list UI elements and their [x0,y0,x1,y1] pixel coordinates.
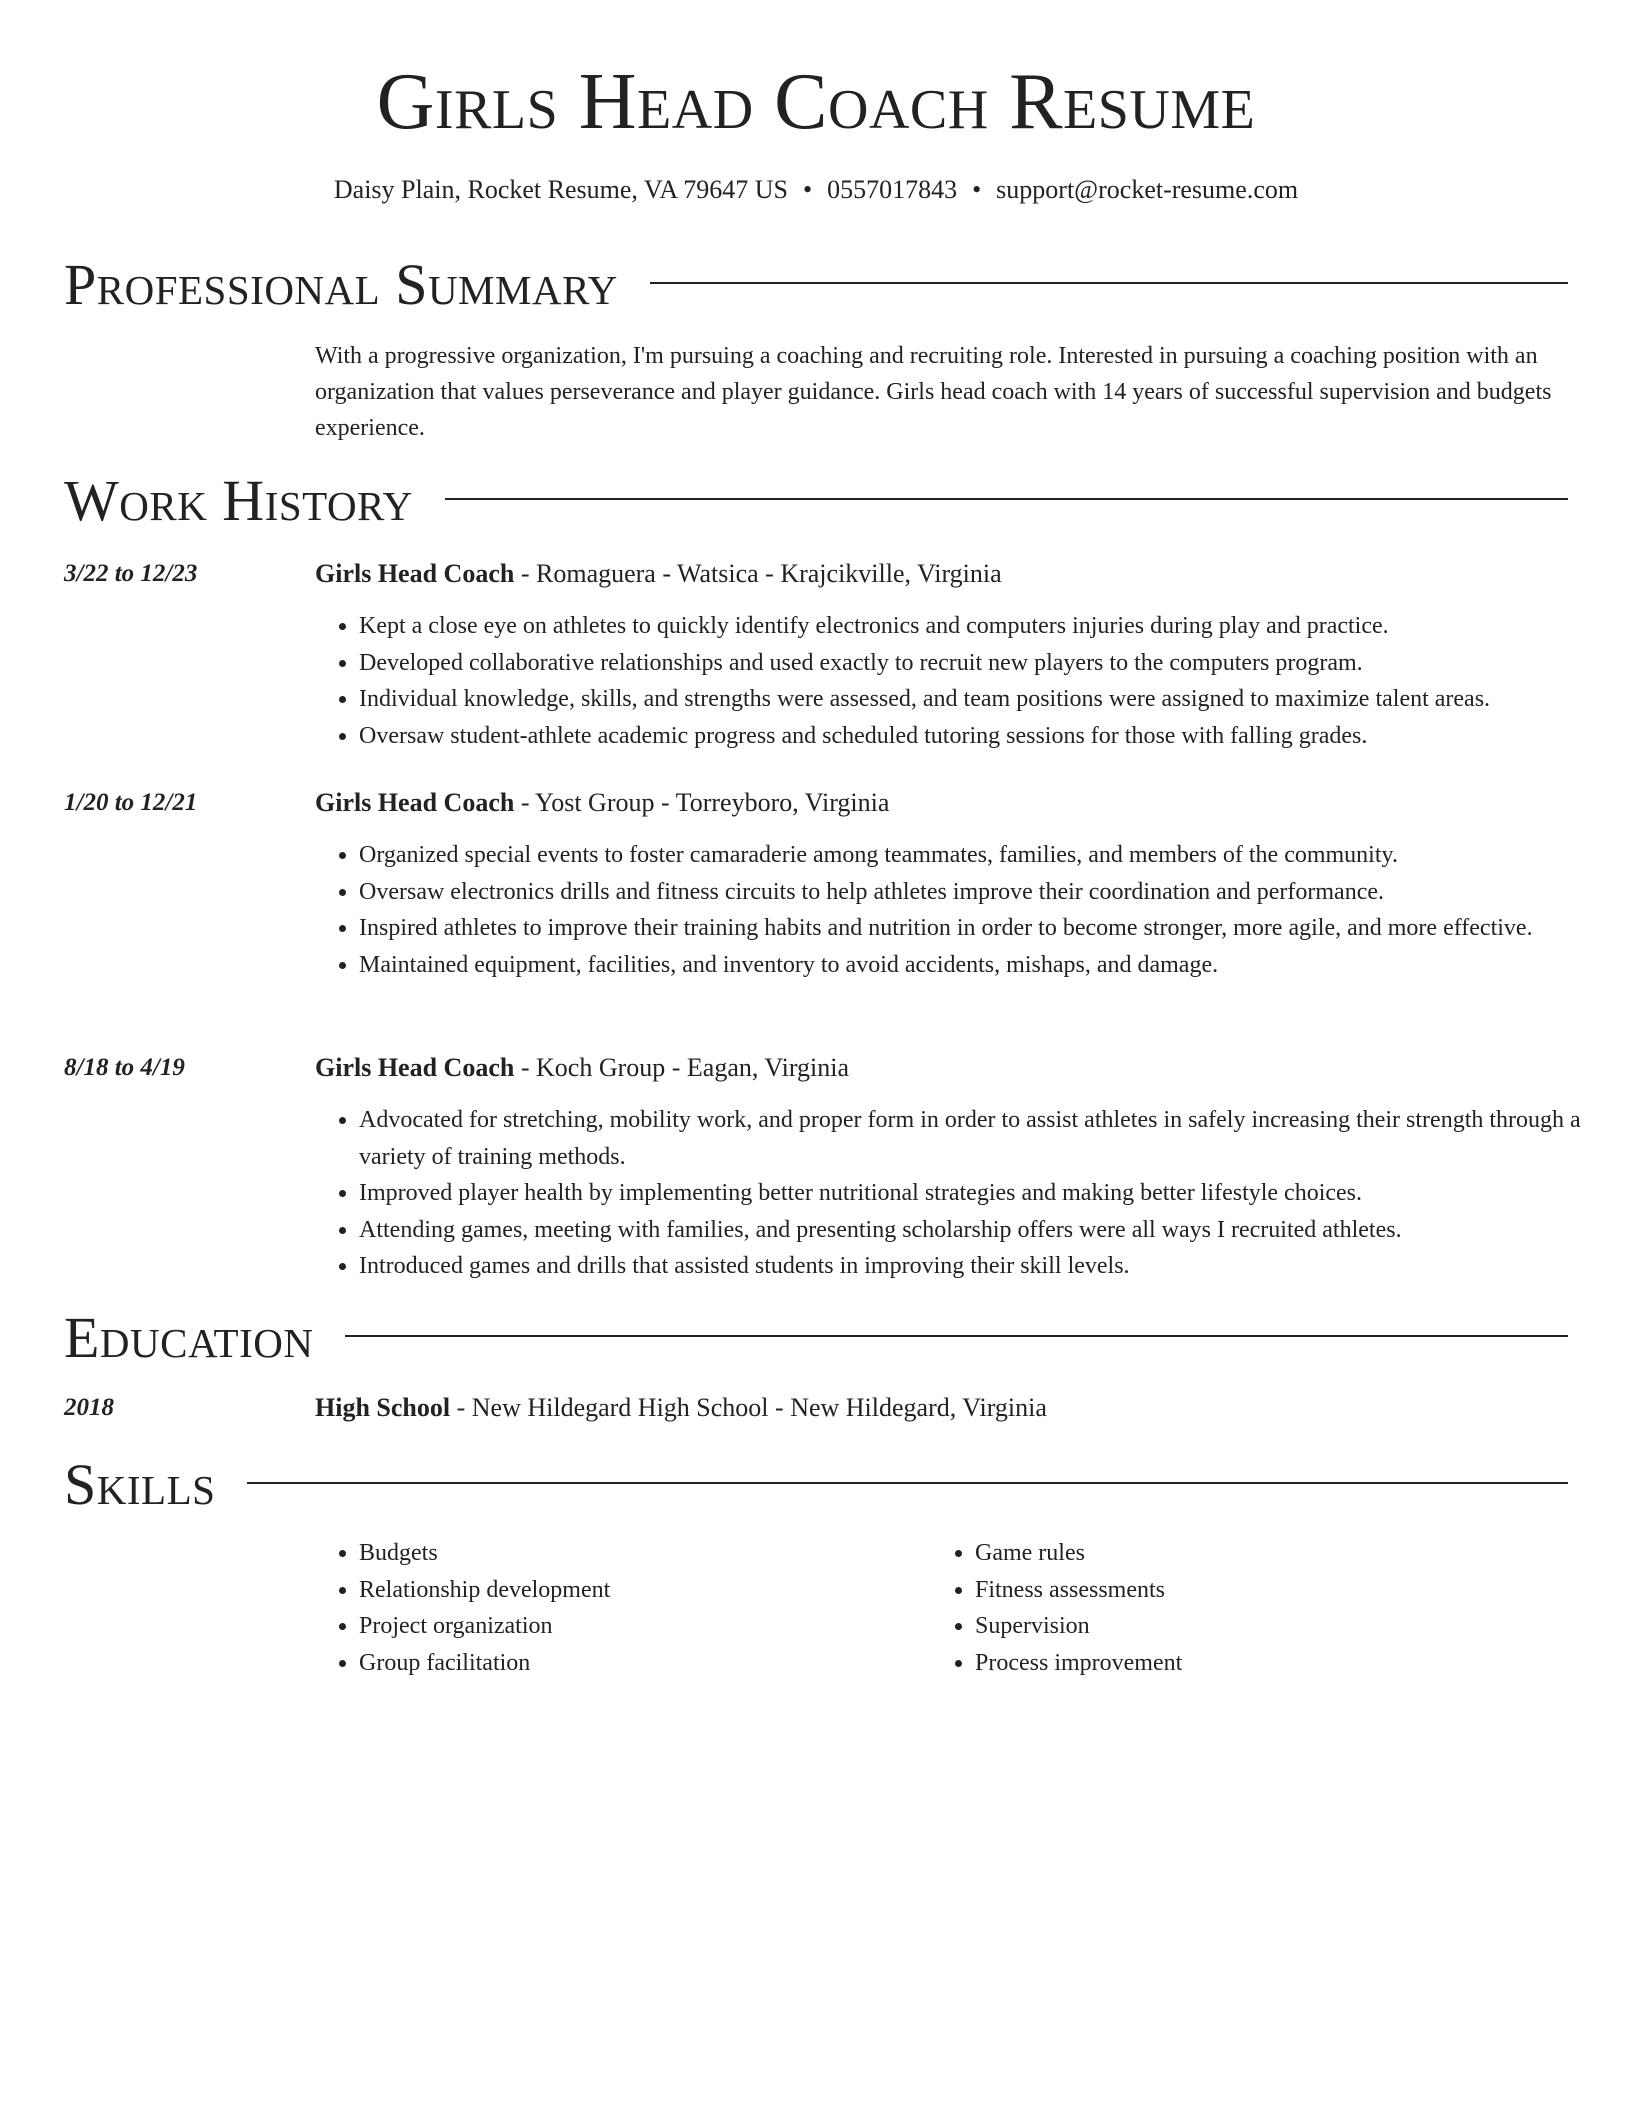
bullet-item: • Introduced games and drills that assisted students in improving their skill levels. [359,1248,1609,1285]
job-heading [315,1050,1565,1086]
section-divider [345,1335,1568,1337]
skills-list-left [315,1535,919,1681]
section-title-work: Work History [64,468,413,533]
skill-item: • Fitness assessments [975,1572,1535,1609]
contact-line [0,172,1632,208]
contact-email: support@rocket-resume.com [996,175,1299,204]
education-year: 2018 [64,1394,114,1421]
section-header-work [64,466,1568,536]
contact-separator: • [802,175,813,204]
bullet-item: • Maintained equipment, facilities, and inventory to avoid accidents, mishaps, and damage. [359,947,1609,984]
skill-item: • Process improvement [975,1645,1535,1682]
section-title-summary: Professional Summary [64,252,618,317]
section-title-skills: Skills [64,1452,216,1517]
bullet-item: • Advocated for stretching, mobility work, and proper form in order to assist athletes in safely increasing their strength through a variety of training methods. [359,1102,1609,1175]
contact-address: Daisy Plain, Rocket Resume, VA 79647 US [333,175,788,204]
bullet-item: • Organized special events to foster camaraderie among teammates, families, and members of the community. [359,837,1609,874]
section-title-education: Education [64,1305,314,1370]
education-heading [315,1390,1565,1426]
skill-item: • Relationship development [359,1572,919,1609]
job-employer: - Romaguera - Watsica - Krajcikville, Virginia [514,559,1002,588]
job-employer: - Yost Group - Torreyboro, Virginia [514,788,890,817]
job-bullets [315,1102,1609,1285]
job-bullets [315,608,1609,754]
job-title: Girls Head Coach [315,559,515,588]
skill-item: • Supervision [975,1608,1535,1645]
contact-separator: • [972,175,982,204]
job-dates: 3/22 to 12/23 [64,560,198,587]
job-title: Girls Head Coach [315,1053,515,1082]
job-dates: 8/18 to 4/19 [64,1054,185,1081]
skills-list-right [931,1535,1535,1681]
bullet-item: • Inspired athletes to improve their training habits and nutrition in order to become stronger, more agile, and more effective. [359,910,1609,947]
bullet-item: • Individual knowledge, skills, and strengths were assessed, and team positions were assigned to maximize talent areas. [359,681,1609,718]
job-bullets [315,837,1609,983]
education-degree: High School [315,1393,451,1422]
bullet-item: • Oversaw electronics drills and fitness circuits to help athletes improve their coordination and performance. [359,874,1609,911]
bullet-item: • Developed collaborative relationships and used exactly to recruit new players to the computers program. [359,645,1609,682]
bullet-item: • Oversaw student-athlete academic progress and scheduled tutoring sessions for those with falling grades. [359,718,1609,755]
section-divider [650,282,1568,284]
job-heading [315,556,1565,592]
section-divider [247,1482,1568,1484]
skill-item: • Group facilitation [359,1645,919,1682]
section-header-summary [64,250,1568,320]
skill-item: • Project organization [359,1608,919,1645]
section-header-education [64,1303,1568,1373]
job-dates: 1/20 to 12/21 [64,789,198,816]
bullet-item: • Improved player health by implementing better nutritional strategies and making better lifestyle choices. [359,1175,1609,1212]
resume-title: Girls Head Coach Resume [376,58,1256,146]
bullet-item: • Attending games, meeting with families, and presenting scholarship offers were all ways I recruited athletes. [359,1212,1609,1249]
section-divider [445,498,1568,500]
education-school: - New Hildegard High School - New Hildegard, Virginia [450,1393,1047,1422]
job-employer: - Koch Group - Eagan, Virginia [514,1053,850,1082]
job-title: Girls Head Coach [315,788,515,817]
summary-text: With a progressive organization, I'm pursuing a coaching and recruiting role. Interested in pursuing a coaching position with an organization that values perseverance and player guidance. Girls head coach with 14 years of successful supervision and budgets experience. [315,343,1552,441]
skill-item: • Game rules [975,1535,1535,1572]
section-header-skills [64,1450,1568,1520]
skill-item: • Budgets [359,1535,919,1572]
bullet-item: • Kept a close eye on athletes to quickly identify electronics and computers injuries during play and practice. [359,608,1609,645]
contact-phone: 0557017843 [827,175,958,204]
job-heading [315,785,1565,821]
